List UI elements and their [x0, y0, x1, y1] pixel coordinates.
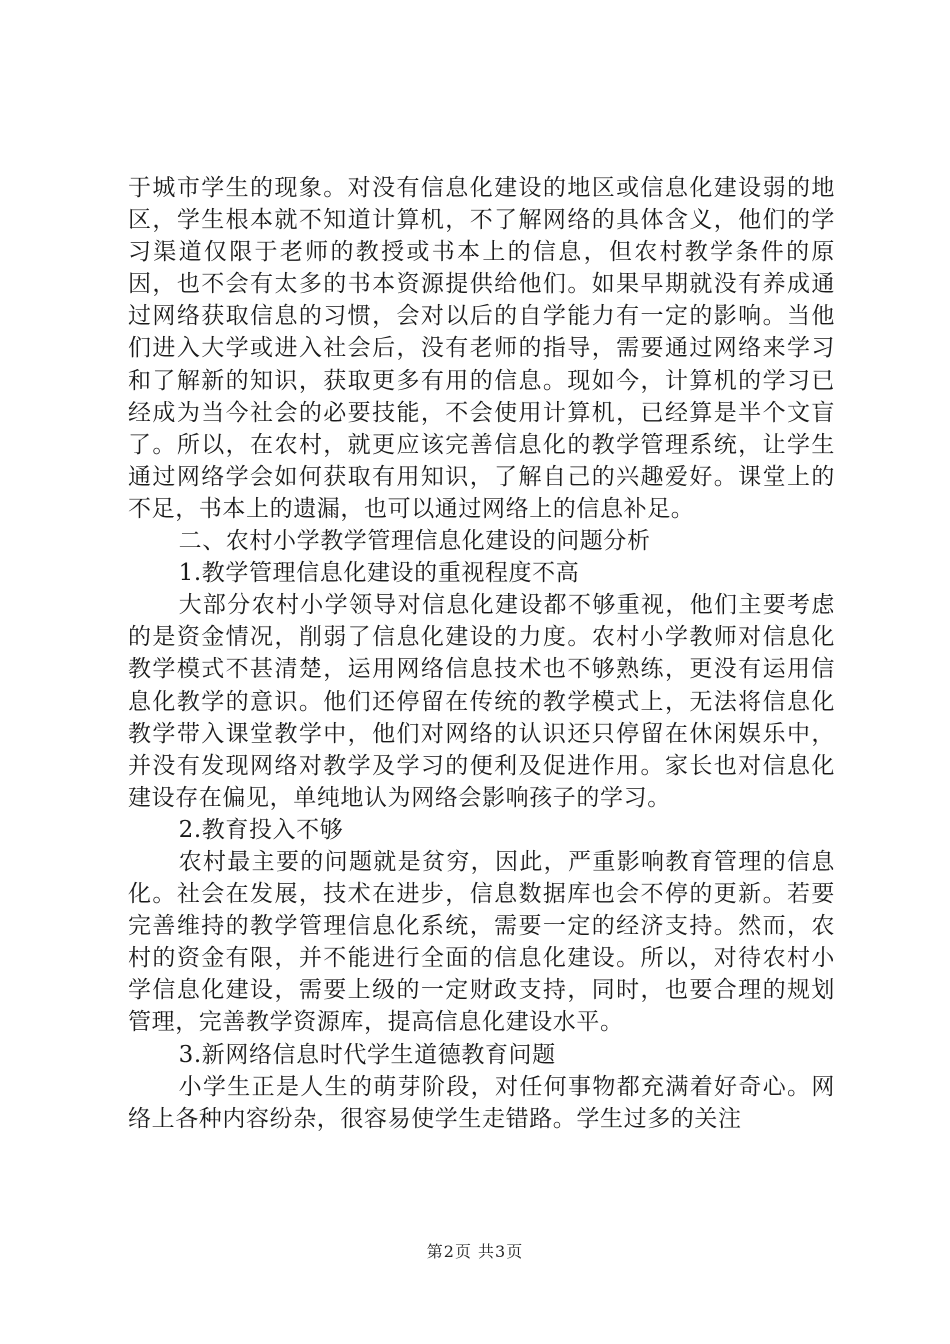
- paragraph-continuation: 于城市学生的现象。对没有信息化建设的地区或信息化建设弱的地区，学生根本就不知道计算机，不了解网络的具体含义，他们的学习渠道仅限于老师的教授或书本上的信息，但农村教学条件的原因，也不会有太多的书本资源提供给他们。如果早期就没有养成通过网络获取信息的习惯，会对以后的自学能力有一定的影响。当他们进入大学或进入社会后，没有老师的指导，需要通过网络来学习和了解新的知识，获取更多有用的信息。现如今，计算机的学习已经成为当今社会的必要技能，不会使用计算机，已经算是半个文盲了。所以，在农村，就更应该完善信息化的教学管理系统，让学生通过网络学会如何获取有用知识，了解自己的兴趣爱好。课堂上的不足，书本上的遗漏，也可以通过网络上的信息补足。: [128, 175, 835, 522]
- paragraph-education-investment: 农村最主要的问题就是贫穷，因此，严重影响教育管理的信息化。社会在发展，技术在进步，信息数据库也会不停的更新。若要完善维持的教学管理信息化系统，需要一定的经济支持。然而，农村的资金有限，并不能进行全面的信息化建设。所以，对待农村小学信息化建设，需要上级的一定财政支持，同时，也要合理的规划管理，完善教学资源库，提高信息化建设水平。: [128, 848, 835, 1036]
- subheading-education-investment: 2.教育投入不够: [178, 816, 344, 843]
- subheading-moral-education: 3.新网络信息时代学生道德教育问题: [178, 1041, 556, 1068]
- page-footer: 第2页 共3页: [426, 1242, 524, 1261]
- paragraph-attention-level: 大部分农村小学领导对信息化建设都不够重视，他们主要考虑的是资金情况，削弱了信息化建设的力度。农村小学教师对信息化教学模式不甚清楚，运用网络信息技术也不够熟练，更没有运用信息化教学的意识。他们还停留在传统的教学模式上，无法将信息化教学带入课堂教学中，他们对网络的认识还只停留在休闲娱乐中，并没有发现网络对教学及学习的便利及促进作用。家长也对信息化建设存在偏见，单纯地认为网络会影响孩子的学习。: [128, 592, 835, 811]
- document-body: [128, 172, 835, 1135]
- section-heading-problem-analysis: 二、农村小学教学管理信息化建设的问题分析: [178, 528, 651, 555]
- paragraph-moral-education: 小学生正是人生的萌芽阶段，对任何事物都充满着好奇心。网络上各种内容纷杂，很容易使学生走错路。学生过多的关注: [128, 1073, 835, 1132]
- subheading-attention-level: 1.教学管理信息化建设的重视程度不高: [178, 560, 580, 587]
